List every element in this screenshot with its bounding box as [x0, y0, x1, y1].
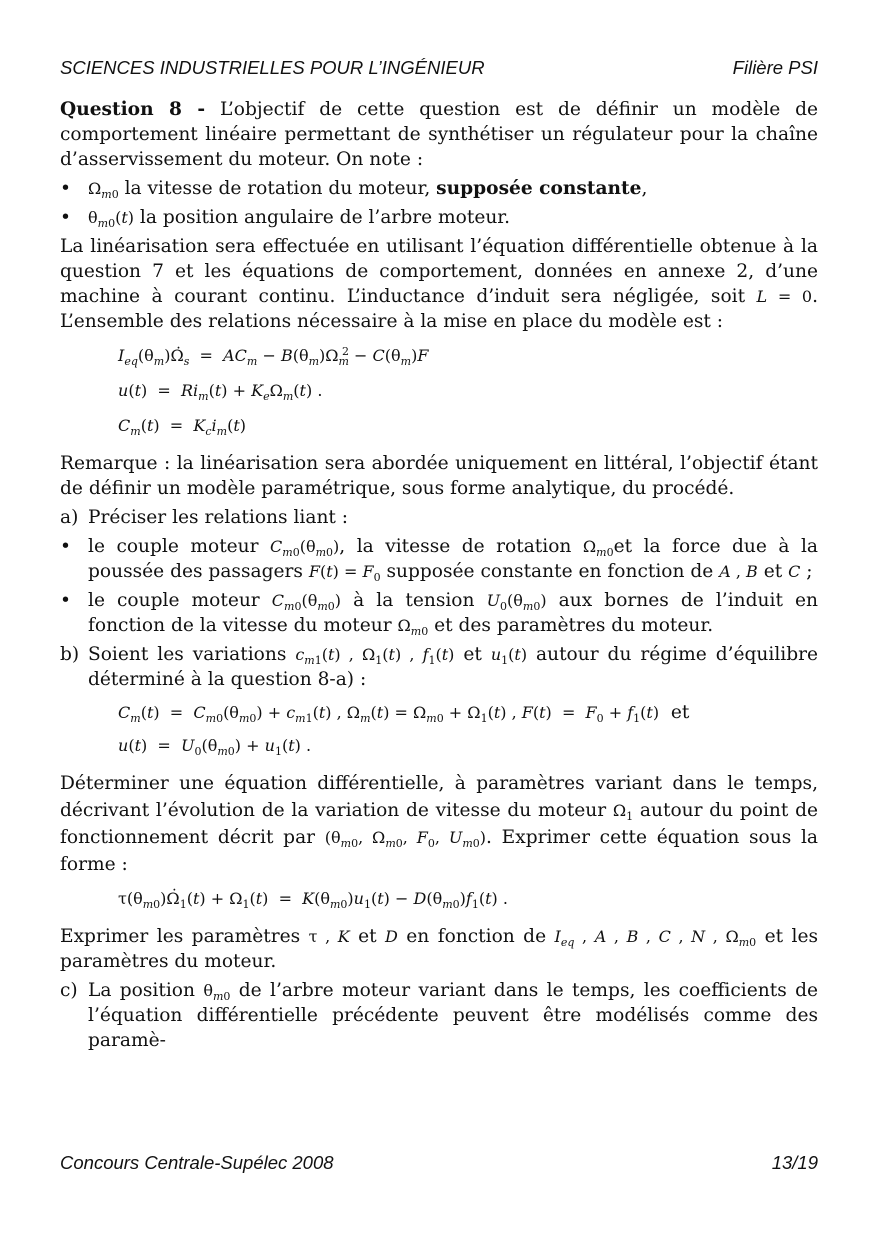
- header-title: SCIENCES INDUSTRIELLES POUR L’INGÉNIEUR: [60, 57, 485, 78]
- question-8-intro: Question 8 - L’objectif de cette question est de définir un modèle de comportement linéaire permettant de synthétiser un régulateur pour la chaîne d’asservissement du moteur. On note :: [60, 99, 819, 170]
- page-footer: [60, 1152, 818, 1174]
- page-number: 13/19: [771, 1152, 818, 1173]
- bullet-icon: •: [60, 178, 71, 199]
- bullet-icon: •: [60, 590, 71, 611]
- linearisation-paragraph: La linéarisation sera effectuée en utilisant l’équation différentielle obtenue à la question 7 et les équations de comportement, données en annexe 2, d’une machine à courant continu. L’inductance d’induit sera négligée, soit L = 0. L’ensemble des relations nécessaire à la mise en place du modèle est :: [60, 236, 818, 332]
- equation-torque: $C_m(t) = K_ci_m(t)$: [118, 416, 246, 439]
- equation-voltage: $u(t) = Ri_m(t) + K_e\Omega_m(t)$ .: [118, 381, 323, 404]
- bullet-icon: •: [60, 536, 71, 557]
- equation-linearised: $\tau(\theta_{m0})\Omega$ $˙_1(t) + \Omega_1(t) = K(\theta_{m0})u_1(t) - D(\theta_{m0})f_1(t)$ .: [118, 882, 818, 916]
- remark-paragraph: Remarque : la linéarisation sera abordée uniquement en littéral, l’objectif étant de définir un modèle paramétrique, sous forme analytique, du procédé.: [60, 453, 818, 499]
- variation-equations: [118, 696, 818, 762]
- equation-variations-1: $C_m(t) = C_{m0}(\theta_{m0}) + c_{m1}(t)$ , $\Omega_m(t) = \Omega_{m0} + \Omega_1(t)$ , $F(t) = F_0 + f_1(t)$ et: [118, 702, 690, 726]
- express-paragraph: Exprimer les paramètres τ , K et D en fonction de $I_{eq}$ , A , B , C , N , $\Omega_{m0}$ et les paramètres du moteur.: [60, 926, 818, 972]
- item-a: a) Préciser les relations liant :: [60, 507, 349, 528]
- header-track: Filière PSI: [732, 57, 818, 78]
- bullet-omega-m0: • $\Omega_{m0}$ la vitesse de rotation du moteur, supposée constante,: [60, 178, 648, 202]
- bullet-couple-force: • le couple moteur $C_{m0}(\theta_{m0})$, la vitesse de rotation $\Omega_{m0}et$ la force due à la poussée des passagers $F(t) = F_0$ supposée constante en fonction de A , B et C ;: [60, 536, 818, 585]
- page-header: [60, 57, 818, 79]
- bullet-icon: •: [60, 207, 71, 228]
- model-equations: [118, 338, 818, 443]
- determine-paragraph: Déterminer une équation différentielle, à paramètres variant dans le temps, décrivant l’évolution de la variation de vitesse du moteur $\Omega_1$ autour du point de fonctionnement décrit par ($\theta_{m0}$, $\Omega_{m0}$, $F_0$, $U_{m0}$). Exprimer cette équation sous la forme :: [60, 773, 819, 875]
- question-label: Question 8 -: [60, 99, 206, 120]
- footer-contest: Concours Centrale-Supélec 2008: [60, 1152, 334, 1173]
- item-b: b) Soient les variations $c_{m1}(t)$ , $\Omega_1(t)$ , $f_1(t)$ et $u_1(t)$ autour du régime d’équilibre déterminé à la question 8-a) :: [60, 644, 819, 690]
- bullet-theta-m0: • $\theta_{m0}(t)$ la position angulaire de l’arbre moteur.: [60, 207, 511, 231]
- bullet-couple-tension: • le couple moteur $C_{m0}(\theta_{m0})$ à la tension $U_0(\theta_{m0})$ aux bornes de l’induit en fonction de la vitesse du moteur $\Omega_{m0}$ et des paramètres du moteur.: [60, 590, 818, 639]
- equation-variations-2: $u(t) = U_0(\theta_{m0}) + u_1(t)$ .: [118, 736, 312, 759]
- item-c: c) La position $\theta_{m0}$ de l’arbre moteur variant dans le temps, les coefficients de l’équation différentielle précédente peuvent être modélisés comme des paramè-: [60, 980, 818, 1051]
- page-body: [60, 97, 818, 1057]
- equation-dynamics: $I_{eq}(\theta_m)\Omega$ $˙_s = AC_m - B(\theta_m)\Omega_m^2 - C(\theta_m)F$: [118, 338, 818, 373]
